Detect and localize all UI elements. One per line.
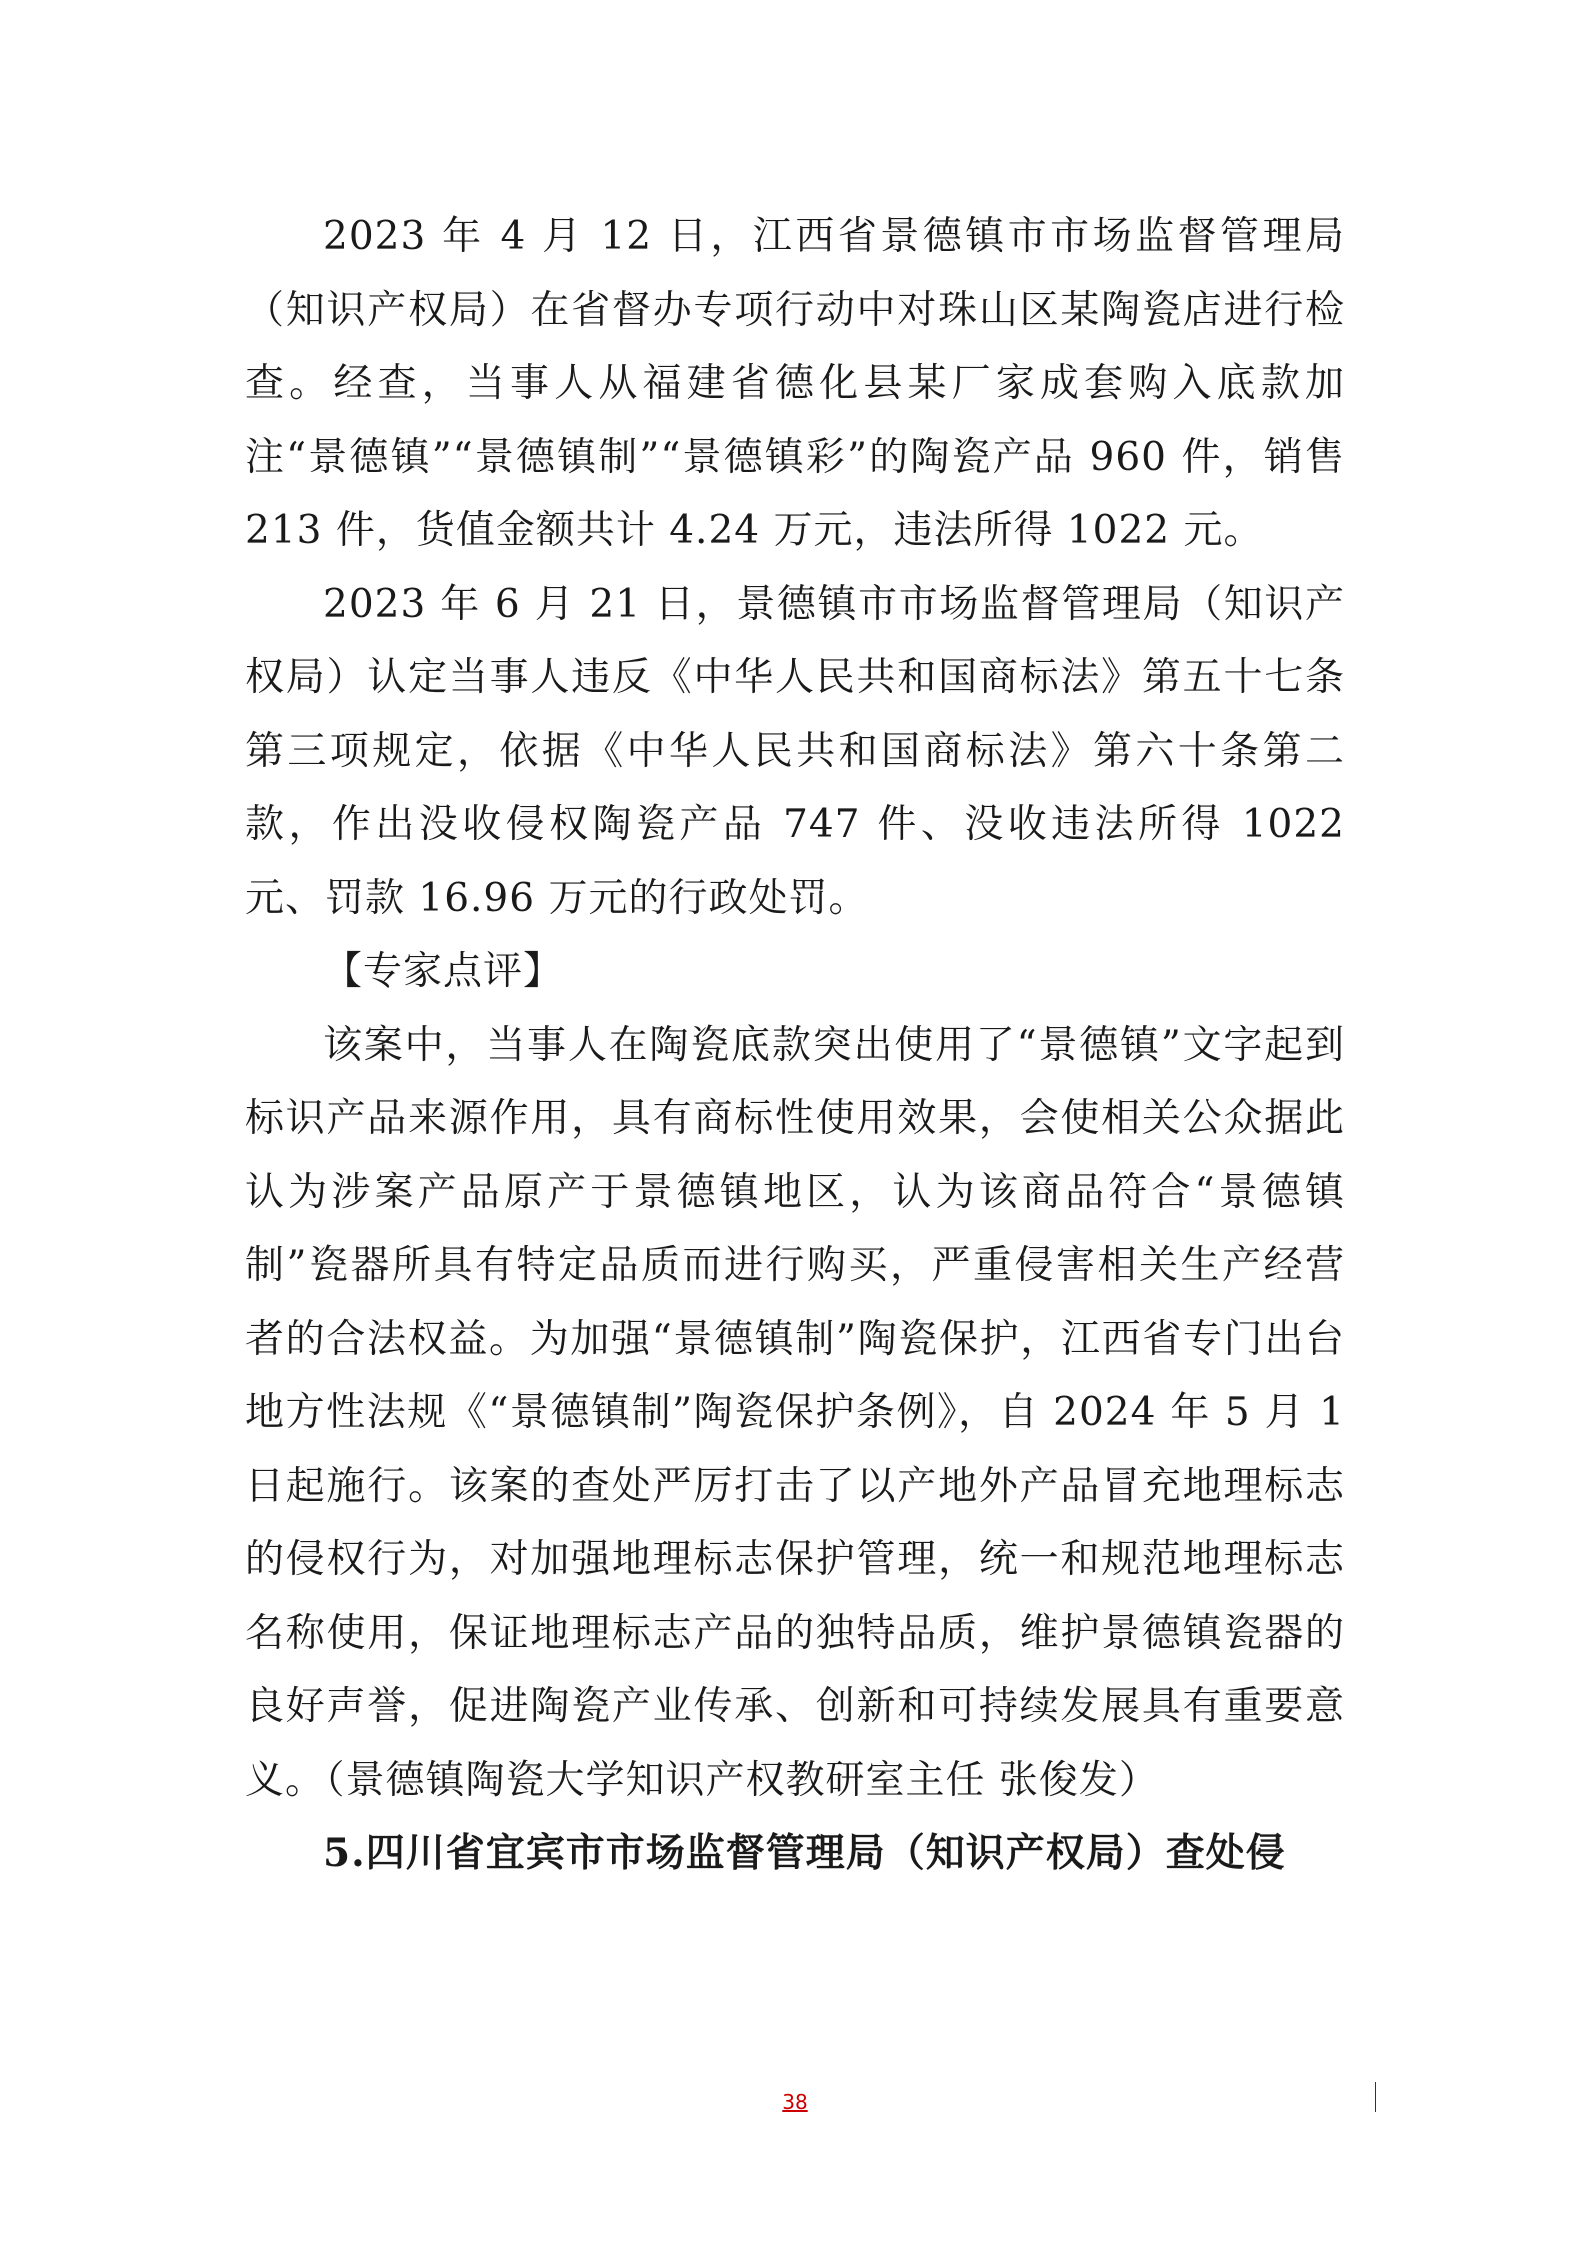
next-section-title: 5.四川省宜宾市市场监督管理局（知识产权局）查处侵 (323, 1830, 1286, 1876)
case-paragraph-2: 2023 年 6 月 21 日，景德镇市市场监督管理局（知识产权局）认定当事人违反《中华人民共和国商标法》第五十七条第三项规定，依据《中华人民共和国商标法》第六十条第二款，作出没收侵权陶瓷产品 747 件、没收违法所得 1022 元、罚款 16.96 万元的行政处罚。 (245, 581, 1345, 921)
page-number: 38 (782, 2090, 808, 2114)
page-body (245, 200, 1345, 1891)
expert-comment-paragraph: 该案中，当事人在陶瓷底款突出使用了“景德镇”文字起到标识产品来源作用，具有商标性使用效果，会使相关公众据此认为涉案产品原产于景德镇地区，认为该商品符合“景德镇制”瓷器所具有特定品质而进行购买，严重侵害相关生产经营者的合法权益。为加强“景德镇制”陶瓷保护，江西省专门出台地方性法规《“景德镇制”陶瓷保护条例》，自 2024 年 5 月 1 日起施行。该案的查处严厉打击了以产地外产品冒充地理标志的侵权行为，对加强地理标志保护管理，统一和规范地理标志名称使用，保证地理标志产品的独特品质，维护景德镇瓷器的良好声誉，促进陶瓷产业传承、创新和可持续发展具有重要意义。（景德镇陶瓷大学知识产权教研室主任 张俊发） (245, 1022, 1345, 1803)
margin-rule (1375, 2082, 1376, 2112)
expert-comment-heading: 【专家点评】 (323, 949, 564, 994)
case-paragraph-1: 2023 年 4 月 12 日，江西省景德镇市市场监督管理局（知识产权局）在省督办专项行动中对珠山区某陶瓷店进行检查。经查，当事人从福建省德化县某厂家成套购入底款加注“景德镇”“景德镇制”“景德镇彩”的陶瓷产品 960 件，销售 213 件，货值金额共计 4.24 万元，违法所得 1022 元。 (245, 214, 1345, 553)
